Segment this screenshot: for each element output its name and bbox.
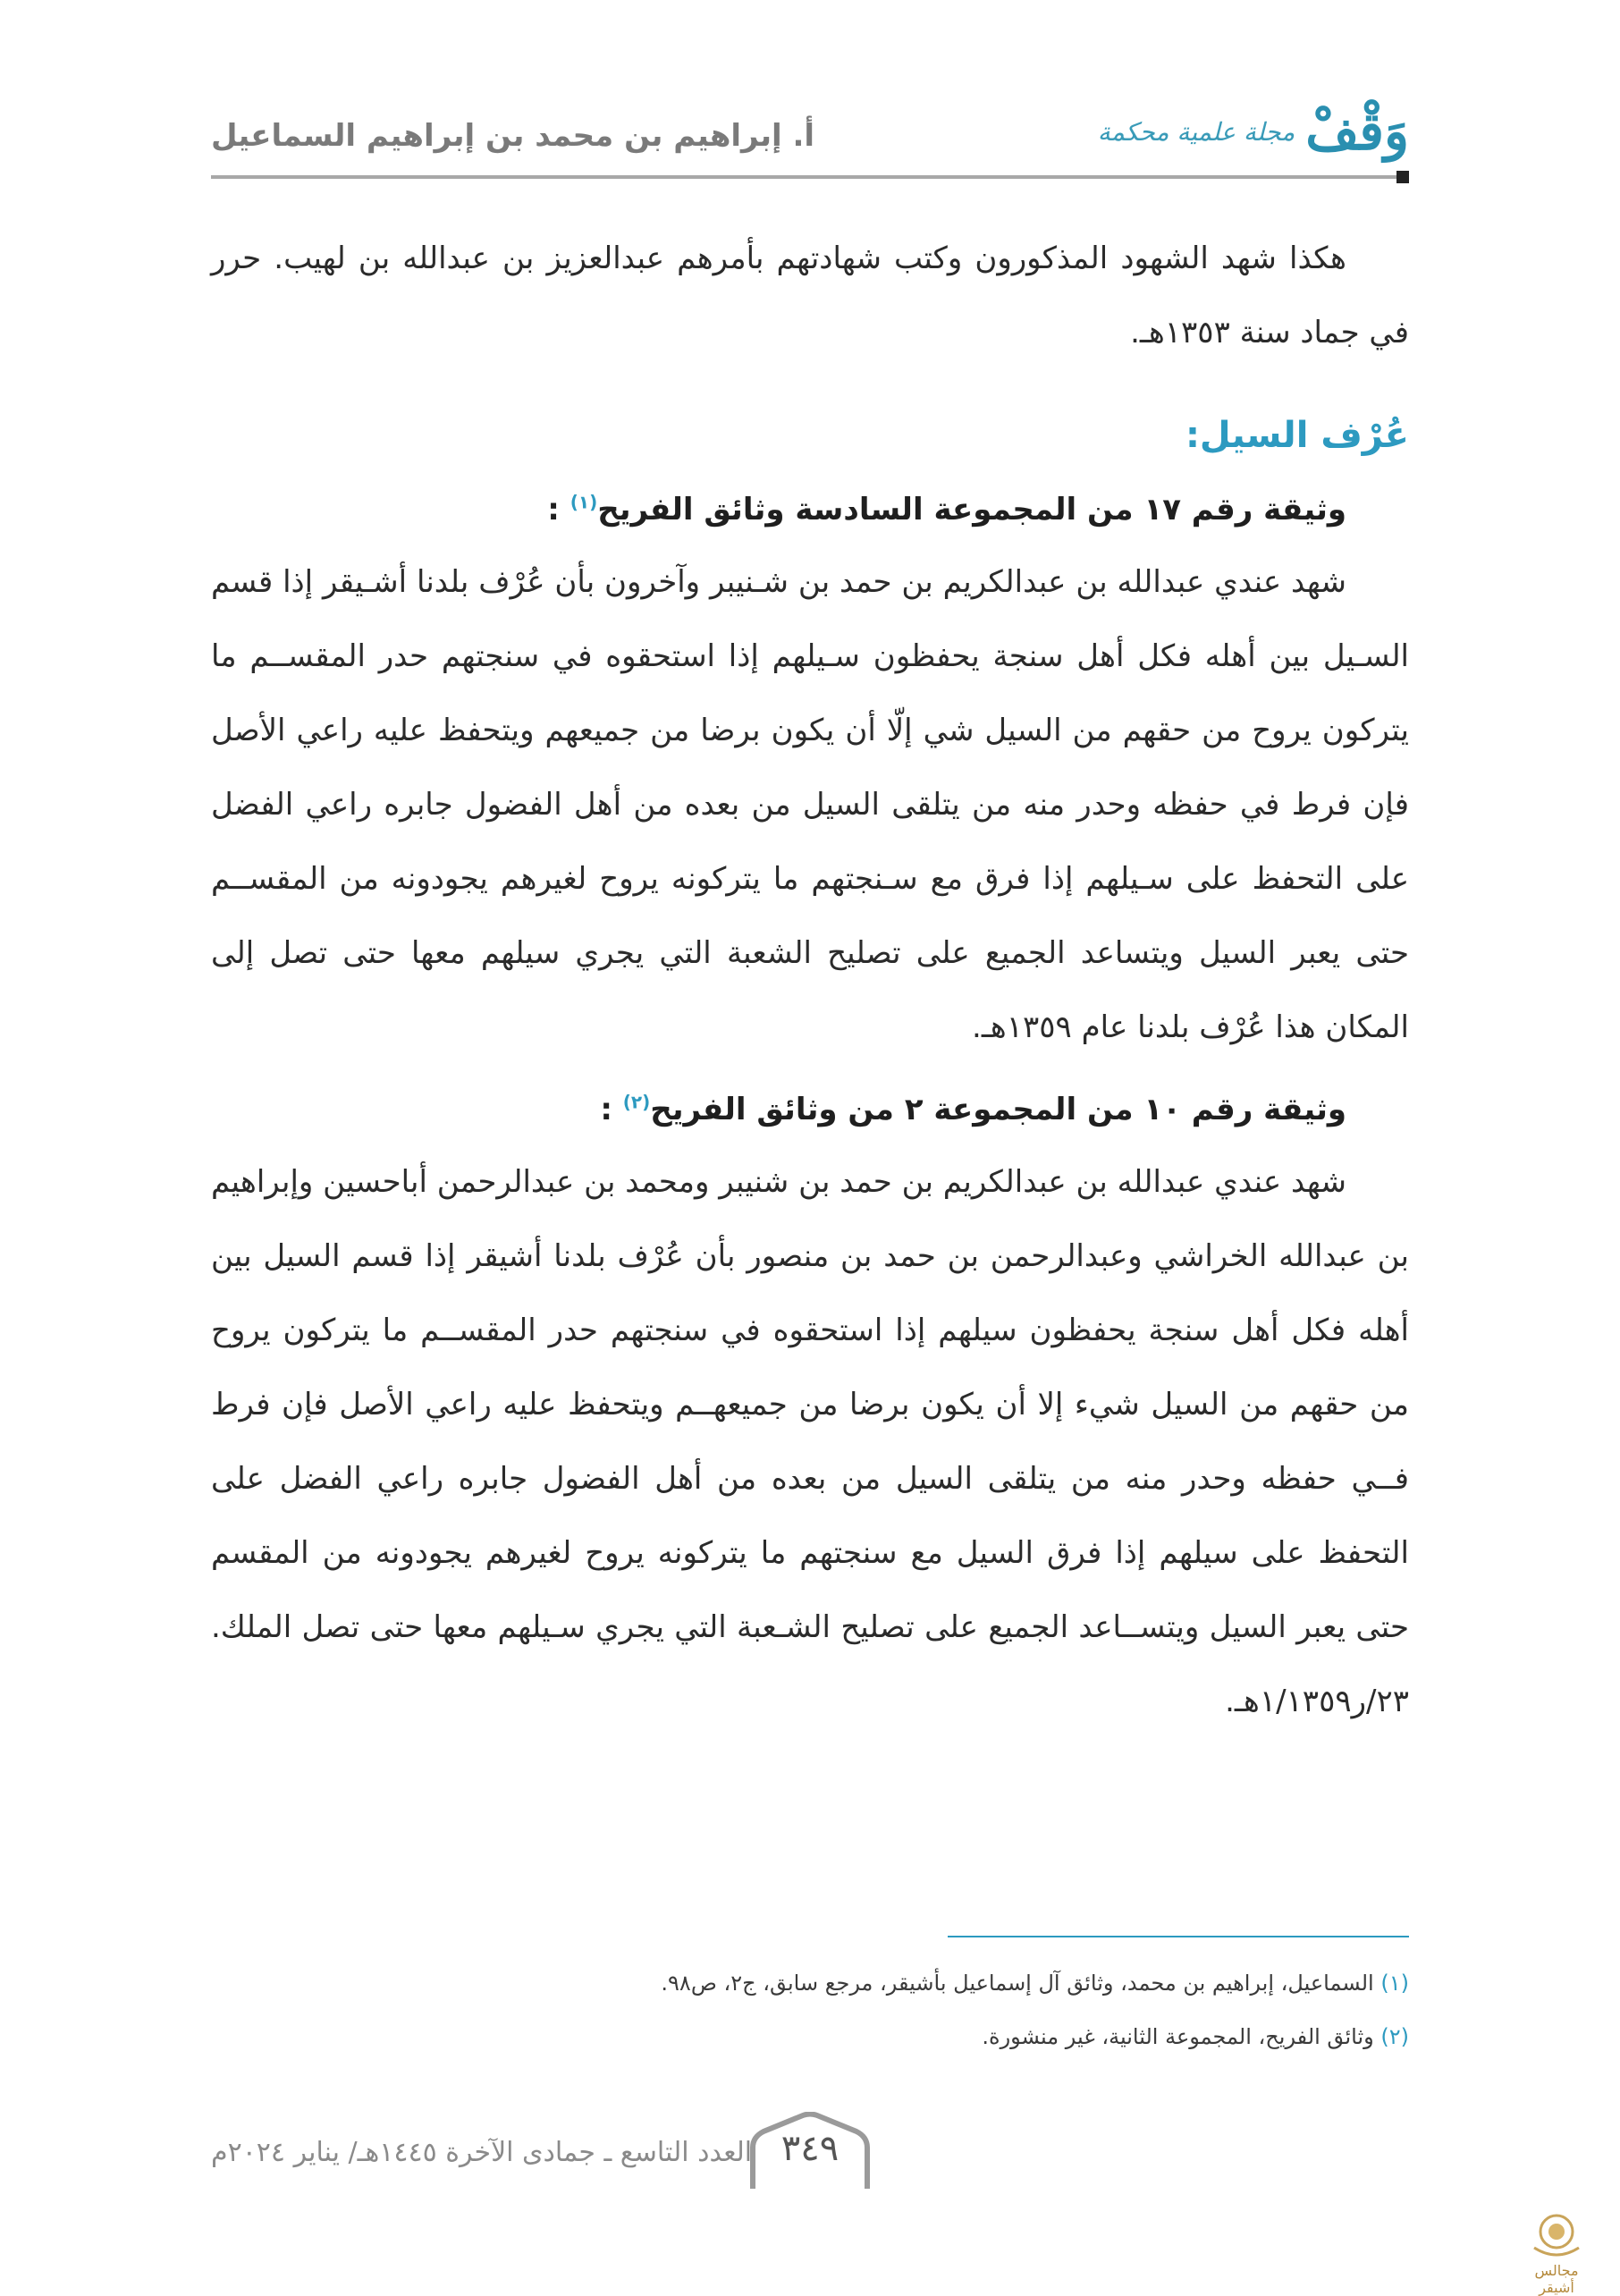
footnote-ref-2[interactable]: (٢) (622, 1091, 651, 1113)
page-number: ٣٤٩ (780, 2128, 840, 2169)
footnote-2-number: (٢) (1380, 2024, 1409, 2049)
article-body (211, 222, 1409, 1739)
header-divider (211, 175, 1400, 179)
footnote-divider (948, 1936, 1409, 1937)
logo-title: وَقْفْ (1305, 101, 1409, 162)
footnote-1-text: السماعيل، إبراهيم بن محمد، وثائق آل إسماعيل بأشيقر، مرجع سابق، ج٢، ص٩٨. (661, 1971, 1374, 1996)
document-2-colon: : (600, 1092, 612, 1127)
footnote-1 (211, 1956, 1409, 2010)
watermark-text: مجالس أشيقر (1534, 2262, 1579, 2296)
document-2-text: شهد عندي عبدالله بن عبدالكريم بن حمد بن شنيبر ومحمد بن عبدالرحمن أباحسين وإبراهيم بن عبدالله الخراشي وعبدالرحمن بن حمد بن منصور بأن عُرْف بلدنا أشيقر إذا قسم السيل بين أهله فكل أهل سنجة يحفظون سيلهم إذا استحقوه في سنجتهم حدر المقســم ما يتركون يروح من حقهم من السيل شيء إلا أن يكون برضا من جميعهــم ويتحفظ عليه راعي الأصل فإن فرط فــي حفظه وحدر منه من يتلقى السيل من بعده من أهل الفضول جابره راعي الفضل على التحفظ على سيلهم إذا فرق السيل مع سنجتهم ما يتركونه يروح لغيرهم يجودونه من المقسم حتى يعبر السيل ويتســاعد الجميع على تصليح الشـعبة التي يجري سـيلهم معها حتى تصل الملك. ٢٣/ر١/١٣٥٩هـ. (211, 1164, 1409, 1719)
document-1-title (211, 474, 1409, 545)
footnote-2 (211, 2010, 1409, 2064)
document-1-text: شهد عندي عبدالله بن عبدالكريم بن حمد بن شـنيبر وآخرون بأن عُرْف بلدنا أشـيقر إذا قسم السـيل بين أهله فكل أهل سنجة يحفظون سـيلهم إذا استحقوه في سنجتهم حدر المقســم ما يتركون يروح من حقهم من السيل شي إلّا أن يكون برضا من جميعهم ويتحفظ عليه راعي الأصل فإن فرط في حفظه وحدر منه من يتلقى السيل من بعده من أهل الفضول جابره راعي الفضل على التحفظ على سـيلهم إذا فرق مع سـنجتهم ما يتركونه يروح لغيرهم يجودونه من المقســم حتى يعبر السيل ويتساعد الجميع على تصليح الشعبة التي يجري سيلهم معها حتى تصل إلى المكان هذا عُرْف بلدنا عام ١٣٥٩هـ. (211, 564, 1409, 1045)
document-2-title (211, 1074, 1409, 1145)
issue-info: العدد التاسع ـ جمادى الآخرة ١٤٤٥هـ/ يناير ٢٠٢٤م (211, 2137, 753, 2168)
footnote-ref-1[interactable]: (١) (570, 491, 598, 513)
document-1-title-text: وثيقة رقم ١٧ من المجموعة السادسة وثائق الفريح (597, 492, 1346, 528)
footnote-2-text: وثائق الفريح، المجموعة الثانية، غير منشورة. (982, 2024, 1374, 2049)
footnotes (211, 1956, 1409, 2064)
footnote-1-number: (١) (1380, 1971, 1409, 1996)
journal-logo (1097, 101, 1409, 162)
header-divider-marker (1396, 171, 1409, 183)
intro-paragraph: هكذا شهد الشهود المذكورون وكتب شهادتهم بأمرهم عبدالعزيز بن عبدالله بن لهيب. حرر في جماد سنة ١٣٥٣هـ. (211, 241, 1409, 350)
author-name: أ. إبراهيم بن محمد بن إبراهيم السماعيل (211, 118, 815, 154)
page-header (211, 101, 1409, 177)
logo-subtitle: مجلة علمية محكمة (1097, 116, 1295, 147)
document-1-colon: : (547, 492, 560, 528)
document-2-title-text: وثيقة رقم ١٠ من المجموعة ٢ من وثائق الفريح (650, 1092, 1346, 1127)
section-heading: عُرْف السيل: (1185, 415, 1409, 456)
